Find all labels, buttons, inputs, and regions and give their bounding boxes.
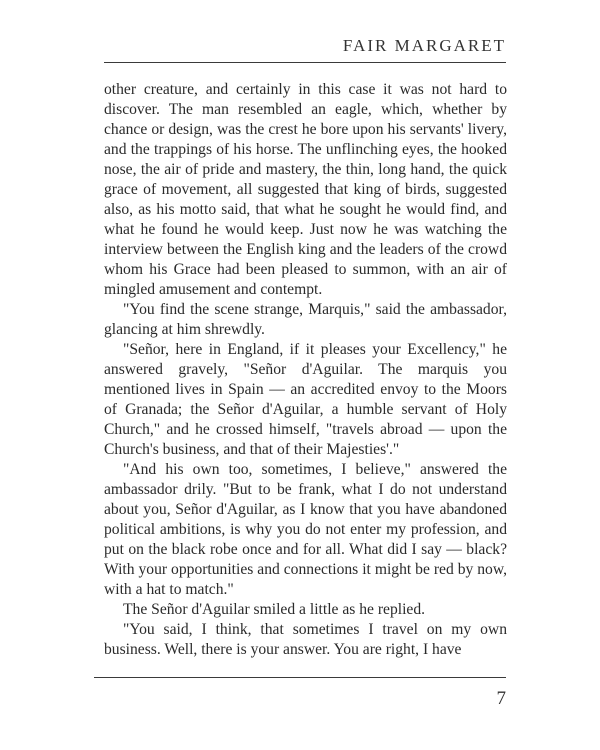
paragraph: other creature, and certainly in this case it was not hard to discover. The man resembled an eagle, which, whether by chance or design, was the crest he bore upon his servants' livery, and the trappings of his horse. The unflinching eyes, the hooked nose, the air of pride and mastery, the thin, long hand, the quick grace of movement, all suggested that king of birds, suggested also, as his motto said, that what he sought he would find, and what he found he would keep. Just now he was watching the interview between the English king and the leaders of the crowd whom his Grace had been pleased to summon, with an air of mingled amusement and contempt. [104,81,507,298]
header-rule [104,62,506,63]
paragraph: "You said, I think, that sometimes I travel on my own business. Well, there is your answer. You are right, I have [104,621,507,658]
paragraph: The Señor d'Aguilar smiled a little as he replied. [123,601,426,618]
body-text [104,80,507,660]
paragraph: "And his own too, sometimes, I believe," answered the ambassador drily. "But to be frank, what I do not understand about you, Señor d'Aguilar, as I know that you have abandoned political ambitions, is why you do not enter my profession, and put on the black robe once and for all. What did I say — black? With your opportunities and connections it might be red by now, with a hat to match." [104,461,507,598]
page-number: 7 [496,688,506,709]
paragraph: "You find the scene strange, Marquis," said the ambassador, glancing at him shrewdly. [104,301,507,338]
paragraph: "Señor, here in England, if it pleases your Excellency," he answered gravely, "Señor d'Aguilar. The marquis you mentioned lives in Spain — an accredited envoy to the Moors of Granada; the Señor d'Aguilar, a humble servant of Holy Church," and he crossed himself, "travels abroad — upon the Church's business, and that of their Majesties'." [104,341,507,458]
footer-rule [94,677,506,678]
running-title: FAIR MARGARET [342,36,506,55]
